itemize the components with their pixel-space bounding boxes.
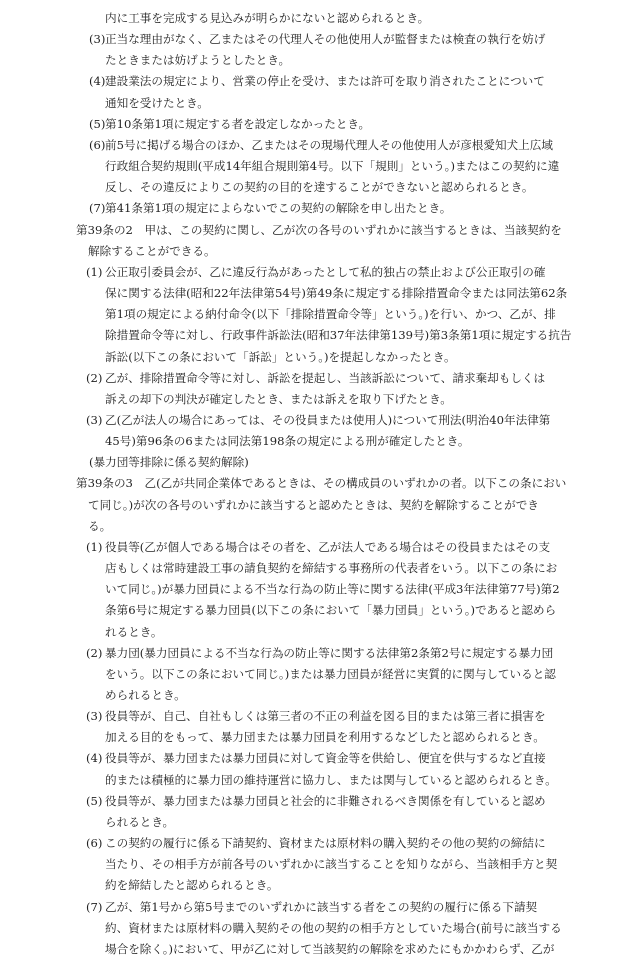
list-item [0,114,630,135]
list-item [0,897,630,918]
article-heading-line: 第39条の3 乙(乙が共同企業体であるときは、その構成員のいずれかの者。以下この条におい [76,476,567,491]
item-text: 第10条第1項に規定する者を設定しなかったとき。 [105,116,371,131]
list-item [0,368,630,389]
item-text: この契約の履行に係る下請契約、資材または原材料の購入契約その他の契約の締結に [105,836,546,851]
text-line: 45号)第96条の6または同法第198条の規定による刑が確定したとき。 [105,434,470,449]
text-line: いて同じ。)が暴力団員による不当な行為の防止等に関する法律(平成3年法律第77号)第2 [105,582,560,597]
text-line: 内に工事を完成する見込みが明らかにないと認められるとき。 [105,11,430,25]
text-line: 的または積極的に暴力団の維持運営に協力し、または関与していると認められるとき。 [105,772,557,787]
item-text: 役員等が、自己、自社もしくは第三者の不正の利益を図る目的または第三者に損害を [105,709,546,724]
section-heading: (暴力団等排除に係る契約解除) [89,455,249,470]
text-line: をいう。以下この条において同じ。)または暴力団員が経営に実質的に関与していると認 [105,666,556,681]
list-item [0,706,630,727]
item-number: (2) [86,370,103,385]
article-heading-line: 第39条の2 甲は、この契約に関し、乙が次の各号のいずれかに該当するときは、当該契約を [76,222,562,237]
text-line: れるとき。 [105,624,163,639]
item-text: 役員等(乙が個人である場合はその者を、乙が法人である場合はその役員またはその支 [105,539,551,554]
list-item [0,537,630,558]
list-item [0,833,630,854]
item-text: 公正取引委員会が、乙に違反行為があったとして私的独占の禁止および公正取引の確 [105,264,546,279]
item-number: (6) [89,137,106,152]
list-item [0,135,630,156]
text-line: 約、資材または原材料の購入契約その他の契約の相手方としていた場合(前号に該当する [105,920,562,935]
text-line: て同じ。)が次の各号のいずれかに該当すると認めたときは、契約を解除することができ [88,497,539,512]
item-text: 役員等が、暴力団または暴力団員と社会的に非難されるべき関係を有していると認め [105,793,546,808]
item-text: 乙(乙が法人の場合にあっては、その役員または使用人)について刑法(明治40年法律第 [105,412,551,427]
text-line: る。 [88,518,112,533]
item-number: (3) [86,412,103,427]
text-line: 訴訟(以下この条において「訴訟」という。)を提起しなかったとき。 [105,349,456,364]
text-line: 加える目的をもって、暴力団または暴力団員を利用するなどしたと認められるとき。 [105,730,545,745]
item-text: 乙が、排除措置命令等に対し、訴訟を提起し、当該訴訟について、請求棄却もしくは [105,370,546,385]
item-text: 第41条第1項の規定によらないでこの契約の解除を申し出たとき。 [105,201,452,216]
list-item [0,262,630,283]
text-line: 反し、その違反によりこの契約の目的を達することができないと認められるとき。 [105,180,534,195]
text-line: たときまたは妨げようとしたとき。 [105,53,291,68]
text-line: られるとき。 [105,814,175,829]
list-item [0,29,630,50]
item-number: (6) [86,836,103,851]
text-line: 保に関する法律(昭和22年法律第54号)第49条に規定する排除措置命令または同法第62条 [105,286,568,301]
text-line: 除措置命令等に対し、行政事件訴訟法(昭和37年法律第139号)第3条第1項に規定する抗告 [105,328,572,343]
item-text: 乙が、第1号から第5号までのいずれかに該当する者をこの契約の履行に係る下請契 [105,899,538,914]
item-text: 正当な理由がなく、乙またはその代理人その他使用人が監督または検査の執行を妨げ [105,32,546,47]
item-number: (5) [86,793,103,808]
list-item [0,791,630,812]
text-line: 場合を除く。)において、甲が乙に対して当該契約の解除を求めたにもかかわらず、乙が [105,941,555,956]
item-number: (7) [86,899,103,914]
text-line: められるとき。 [105,688,186,702]
text-line: 通知を受けたとき。 [105,95,209,110]
item-text: 建設業法の規定により、営業の停止を受け、または許可を取り消されたことについて [105,74,545,89]
item-number: (7) [89,201,106,216]
item-text: 前5号に掲げる場合のほか、乙またはその現場代理人その他使用人が彦根愛知犬上広域 [105,137,553,152]
text-line: 当たり、その相手方が前各号のいずれかに該当することを知りながら、当該相手方と契 [105,857,558,872]
text-line: 約を締結したと認められるとき。 [105,878,279,893]
item-number: (1) [86,264,103,279]
text-line: 訴えの却下の判決が確定したとき、または訴えを取り下げたとき。 [105,391,452,406]
item-number: (5) [89,116,106,131]
item-number: (2) [86,645,103,660]
list-item [0,410,630,431]
text-line: 第1項の規定による納付命令(以下「排除措置命令等」という。)を行い、かつ、乙が、排 [105,307,556,322]
item-number: (4) [86,751,103,766]
list-item [0,198,630,219]
item-number: (4) [89,74,106,89]
item-number: (3) [89,32,106,47]
item-number: (1) [86,539,103,554]
text-line: 行政組合契約規則(平成14年組合規則第4号。以下「規則」という。)またはこの契約に違 [105,159,560,174]
text-line: 店もしくは常時建設工事の請負契約を締結する事務所の代表者をいう。以下この条にお [105,561,558,576]
item-number: (3) [86,709,103,724]
list-item [0,643,630,664]
list-item [0,71,630,92]
item-text: 役員等が、暴力団または暴力団員に対して資金等を供給し、便宜を供与するなど直接 [105,751,546,766]
item-text: 暴力団(暴力団員による不当な行為の防止等に関する法律第2条第2号に規定する暴力団 [105,645,554,660]
text-line: 条第6号に規定する暴力団員(以下この条において「暴力団員」という。)であると認めら [105,603,557,618]
list-item [0,748,630,769]
text-line: 解除することができる。 [88,243,216,258]
